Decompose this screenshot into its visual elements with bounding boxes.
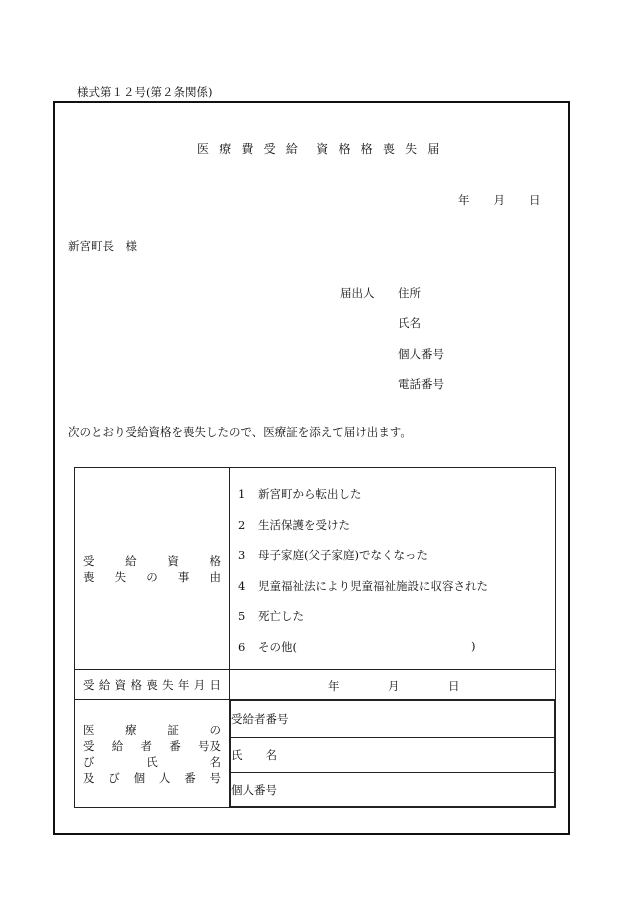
applicant-name: 氏名 <box>398 316 421 330</box>
table-row <box>231 773 555 807</box>
certificate-header-line3: び 氏 名 <box>83 754 221 769</box>
certificate-fields-cell <box>230 700 556 808</box>
reason-header-line1: 受 給 資 格 <box>83 553 221 568</box>
list-item: 2 生活保護を受けた <box>238 517 350 532</box>
loss-date-day: 日 <box>448 679 460 693</box>
name-field[interactable]: 氏 名 <box>231 738 555 773</box>
date-day: 日 <box>529 193 541 207</box>
list-item: 5 死亡した <box>238 609 304 623</box>
submission-date <box>458 192 541 208</box>
date-month: 月 <box>493 193 505 207</box>
form-reference: 様式第１２号(第２条関係) <box>77 85 213 99</box>
personal-number-field[interactable]: 個人番号 <box>231 773 555 807</box>
certificate-header-line2: 受 給 者 番 号及 <box>83 738 221 753</box>
applicant-label: 届出人 <box>340 286 375 300</box>
loss-date-label-cell <box>75 670 230 700</box>
certificate-fields <box>230 700 555 807</box>
table-row <box>75 700 556 808</box>
table-row <box>231 701 555 738</box>
loss-date-year: 年 <box>328 679 340 693</box>
list-item: 1 新宮町から転出した <box>238 487 362 501</box>
table-row <box>231 738 555 773</box>
applicant-personal-number: 個人番号 <box>398 347 444 361</box>
loss-date-cell <box>230 670 556 700</box>
loss-date-label: 受 給 資 格 喪 失 年 月 日 <box>83 677 221 692</box>
certificate-header-line4: 及 び 個 人 番 号 <box>83 770 221 785</box>
list-item: 6 その他( ) <box>238 638 476 654</box>
date-year: 年 <box>458 193 470 207</box>
applicant-address: 住所 <box>398 286 421 300</box>
table-row <box>75 670 556 700</box>
addressee: 新宮町長 様 <box>68 239 137 253</box>
other-close-paren: ) <box>471 638 476 653</box>
table-row <box>75 468 556 670</box>
list-item: 4 児童福祉法により児童福祉施設に収容された <box>238 578 488 593</box>
applicant-phone: 電話番号 <box>398 377 444 391</box>
list-item: 3 母子家庭(父子家庭)でなくなった <box>238 548 428 562</box>
reason-header-cell <box>75 468 230 670</box>
recipient-number-field[interactable]: 受給者番号 <box>231 701 555 738</box>
reason-list <box>230 468 555 669</box>
certificate-header-line1: 医 療 証 の <box>83 722 221 737</box>
loss-date-month: 月 <box>388 679 400 693</box>
reason-header-line2: 喪 失 の 事 由 <box>83 569 221 584</box>
document-title: 医 療 費 受 給 資 格 格 喪 失 届 <box>197 142 443 156</box>
certificate-header-cell <box>75 700 230 808</box>
reason-table <box>74 467 556 808</box>
reason-list-cell <box>230 468 556 670</box>
statement: 次のとおり受給資格を喪失したので、医療証を添えて届け出ます。 <box>68 425 412 439</box>
